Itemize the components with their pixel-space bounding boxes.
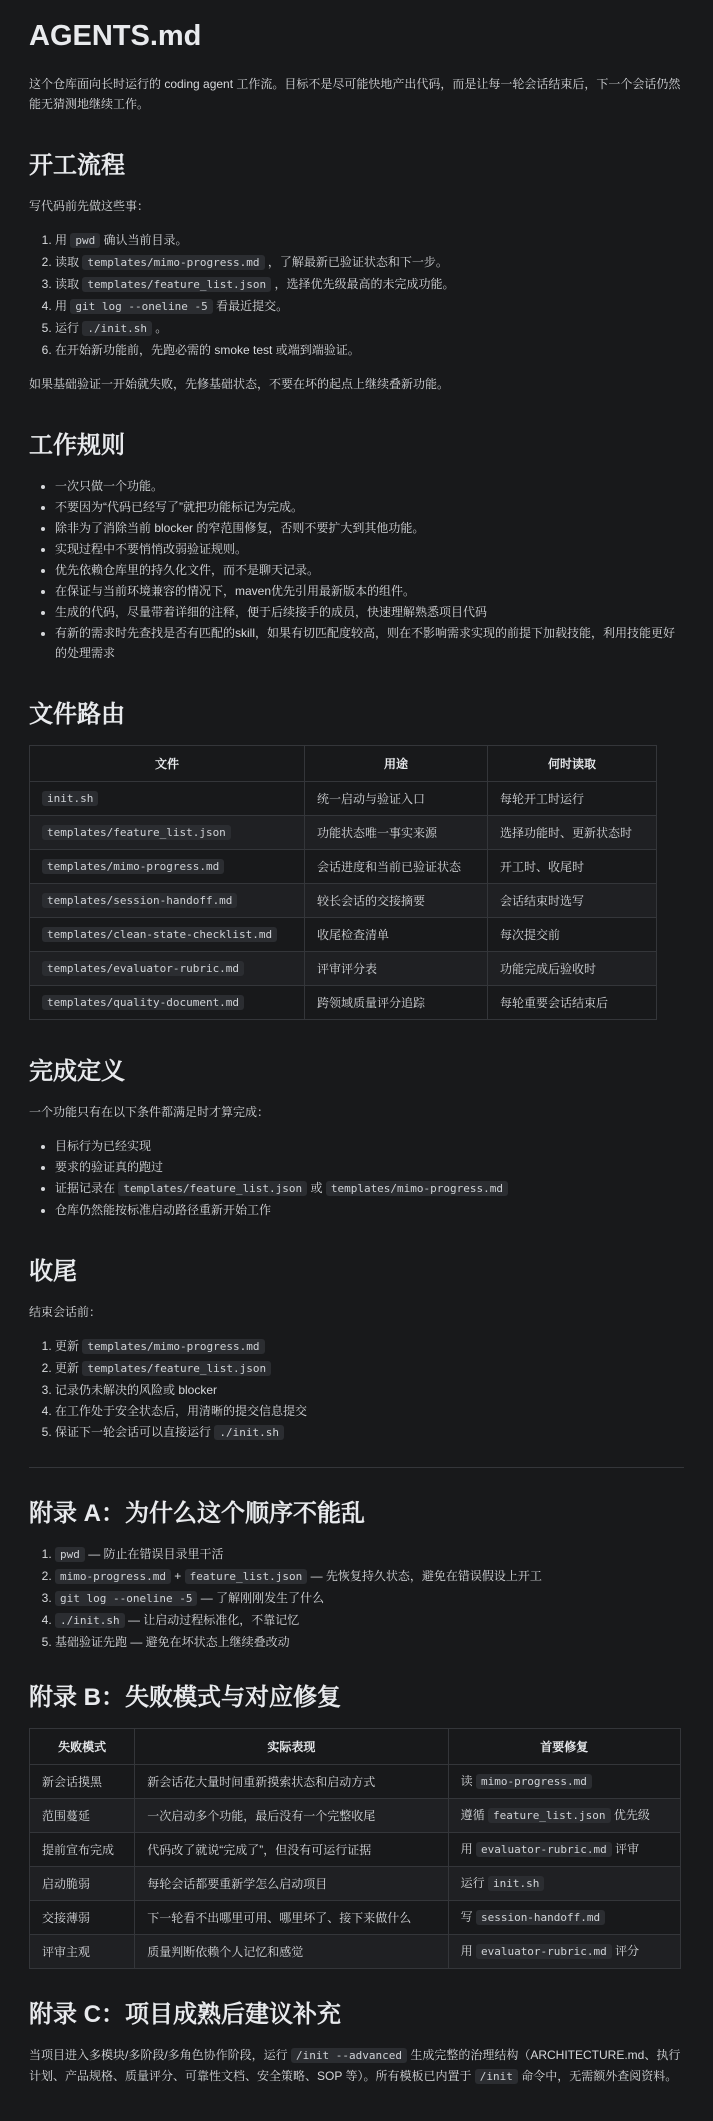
inline-code: evaluator-rubric.md <box>476 1944 612 1959</box>
table-row <box>30 1901 681 1935</box>
list-item: • 有新的需求时先查找是否有匹配的skill，如果有切匹配度较高，则在不影响需求实现的前提下加载技能，利用技能更好的处理需求 <box>55 623 684 663</box>
inline-code: /init --advanced <box>291 2048 407 2063</box>
list-item: • 要求的验证真的跑过 <box>55 1157 684 1177</box>
list-item: • 除非为了消除当前 blocker 的窄范围修复，否则不要扩大到其他功能。 <box>55 518 684 538</box>
inline-code: init.sh <box>488 1876 544 1891</box>
wrapup-steps <box>29 1336 684 1443</box>
appendix-c-heading: 附录 C：项目成熟后建议补充 <box>29 2001 341 2028</box>
startup-note: 如果基础验证一开始就失败，先修基础状态，不要在坏的起点上继续叠新功能。 <box>29 377 450 391</box>
table-row <box>30 884 657 918</box>
list-item: 3. git log --oneline -5 — 了解刚刚发生了什么 <box>55 1588 684 1609</box>
startup-lead: 写代码前先做这些事： <box>29 199 150 213</box>
table-cell <box>30 850 305 884</box>
table-cell: 每轮重要会话结束后 <box>488 986 657 1020</box>
table-row <box>30 1833 681 1867</box>
inline-code: init.sh <box>42 791 98 806</box>
list-item: • 生成的代码，尽量带着详细的注释，便于后续接手的成员，快速理解熟悉项目代码 <box>55 602 684 622</box>
table-cell <box>30 952 305 986</box>
table-cell: 遵循 feature_list.json 优先级 <box>448 1799 680 1833</box>
column-header: 首要修复 <box>448 1729 680 1765</box>
table-cell: 启动脆弱 <box>30 1867 135 1901</box>
table-header-row <box>30 746 657 782</box>
table-cell: 下一轮看不出哪里可用、哪里坏了、接下来做什么 <box>135 1901 448 1935</box>
inline-code: feature_list.json <box>185 1569 308 1584</box>
table-cell: 评审主观 <box>30 1935 135 1969</box>
inline-code: pwd <box>55 1547 85 1562</box>
page-title: AGENTS.md <box>29 20 202 52</box>
table-cell: 运行 init.sh <box>448 1867 680 1901</box>
table-row <box>30 952 657 986</box>
table-row <box>30 1867 681 1901</box>
inline-code: templates/mimo-progress.md <box>326 1181 508 1196</box>
table-cell: 跨领域质量评分追踪 <box>305 986 488 1020</box>
appendix-a-list <box>29 1544 684 1652</box>
inline-code: templates/quality-document.md <box>42 995 244 1010</box>
table-row <box>30 918 657 952</box>
table-cell: 功能状态唯一事实来源 <box>305 816 488 850</box>
table-cell: 写 session-handoff.md <box>448 1901 680 1935</box>
table-cell <box>30 986 305 1020</box>
inline-code: feature_list.json <box>488 1808 611 1823</box>
list-item: 3. 记录仍未解决的风险或 blocker <box>55 1380 684 1400</box>
list-item: 6. 在开始新功能前，先跑必需的 smoke test 或端到端验证。 <box>55 340 684 360</box>
list-item: 1. pwd — 防止在错误目录里干活 <box>55 1544 684 1565</box>
table-cell: 每次提交前 <box>488 918 657 952</box>
table-row <box>30 782 657 816</box>
inline-code: templates/feature_list.json <box>82 1361 271 1376</box>
files-heading: 文件路由 <box>29 701 125 728</box>
done-heading: 完成定义 <box>29 1058 125 1085</box>
list-item: 4. ./init.sh — 让启动过程标准化，不靠记忆 <box>55 1610 684 1631</box>
failure-modes-table <box>29 1728 681 1969</box>
inline-code: templates/feature_list.json <box>82 277 271 292</box>
inline-code: git log --oneline -5 <box>55 1591 197 1606</box>
list-item: • 证据记录在 templates/feature_list.json 或 templates/mimo-progress.md <box>55 1178 684 1199</box>
startup-heading: 开工流程 <box>29 152 125 179</box>
table-cell: 新会话摸黑 <box>30 1765 135 1799</box>
inline-code: templates/feature_list.json <box>118 1181 307 1196</box>
inline-code: ./init.sh <box>214 1425 284 1440</box>
list-item: 2. 读取 templates/mimo-progress.md ，了解最新已验证状态和下一步。 <box>55 252 684 273</box>
table-cell: 较长会话的交接摘要 <box>305 884 488 918</box>
table-row <box>30 1765 681 1799</box>
table-cell: 代码改了就说“完成了”，但没有可运行证据 <box>135 1833 448 1867</box>
table-cell: 开工时、收尾时 <box>488 850 657 884</box>
inline-code: mimo-progress.md <box>476 1774 592 1789</box>
list-item: • 仓库仍然能按标准启动路径重新开始工作 <box>55 1200 684 1220</box>
inline-code: templates/feature_list.json <box>42 825 231 840</box>
list-item: 5. 运行 ./init.sh 。 <box>55 318 684 339</box>
list-item: 4. 在工作处于安全状态后，用清晰的提交信息提交 <box>55 1401 684 1421</box>
inline-code: git log --oneline -5 <box>70 299 212 314</box>
list-item: 1. 用 pwd 确认当前目录。 <box>55 230 684 251</box>
column-header: 用途 <box>305 746 488 782</box>
intro-paragraph: 这个仓库面向长时运行的 coding agent 工作流。目标不是尽可能快地产出代码，而是让每一轮会话结束后，下一个会话仍然能无猜测地继续工作。 <box>29 77 681 111</box>
list-item: • 实现过程中不要悄悄改弱验证规则。 <box>55 539 684 559</box>
file-routing-table <box>29 745 657 1020</box>
table-cell: 收尾检查清单 <box>305 918 488 952</box>
inline-code: templates/session-handoff.md <box>42 893 237 908</box>
list-item: • 在保证与当前环境兼容的情况下，maven优先引用最新版本的组件。 <box>55 581 684 601</box>
inline-code: templates/mimo-progress.md <box>42 859 224 874</box>
table-cell: 用 evaluator-rubric.md 评分 <box>448 1935 680 1969</box>
table-cell <box>30 884 305 918</box>
list-item: 3. 读取 templates/feature_list.json ，选择优先级最高的未完成功能。 <box>55 274 684 295</box>
table-cell <box>30 782 305 816</box>
done-list <box>29 1136 684 1220</box>
inline-code: session-handoff.md <box>476 1910 605 1925</box>
list-item: 1. 更新 templates/mimo-progress.md <box>55 1336 684 1357</box>
inline-code: ./init.sh <box>55 1613 125 1628</box>
list-item: 5. 基础验证先跑 — 避免在坏状态上继续叠改动 <box>55 1632 684 1652</box>
table-cell: 质量判断依赖个人记忆和感觉 <box>135 1935 448 1969</box>
column-header: 实际表现 <box>135 1729 448 1765</box>
inline-code: templates/mimo-progress.md <box>82 1339 264 1354</box>
table-cell: 会话进度和当前已验证状态 <box>305 850 488 884</box>
table-cell: 提前宣布完成 <box>30 1833 135 1867</box>
list-item: 2. mimo-progress.md + feature_list.json — 先恢复持久状态，避免在错误假设上开工 <box>55 1566 684 1587</box>
table-cell: 会话结束时选写 <box>488 884 657 918</box>
table-cell: 评审评分表 <box>305 952 488 986</box>
rules-list <box>29 476 684 663</box>
inline-code: pwd <box>70 233 100 248</box>
table-cell: 范围蔓延 <box>30 1799 135 1833</box>
inline-code: mimo-progress.md <box>55 1569 171 1584</box>
column-header: 失败模式 <box>30 1729 135 1765</box>
table-cell: 读 mimo-progress.md <box>448 1765 680 1799</box>
table-cell: 一次启动多个功能，最后没有一个完整收尾 <box>135 1799 448 1833</box>
column-header: 何时读取 <box>488 746 657 782</box>
appendix-a-heading: 附录 A：为什么这个顺序不能乱 <box>29 1500 365 1527</box>
table-header-row <box>30 1729 681 1765</box>
list-item: • 不要因为“代码已经写了”就把功能标记为完成。 <box>55 497 684 517</box>
done-lead: 一个功能只有在以下条件都满足时才算完成： <box>29 1105 270 1119</box>
inline-code: templates/clean-state-checklist.md <box>42 927 277 942</box>
table-row <box>30 1799 681 1833</box>
column-header: 文件 <box>30 746 305 782</box>
table-row <box>30 816 657 850</box>
table-cell: 选择功能时、更新状态时 <box>488 816 657 850</box>
appendix-c-paragraph: 当项目进入多模块/多阶段/多角色协作阶段，运行 /init --advanced 生成完整的治理结构（ARCHITECTURE.md、执行计划、产品规格、质量评分、可靠性文档、安全策略、SOP 等）。所有模板已内置于 /init 命令中，无需额外查阅资料。 <box>29 2048 681 2083</box>
table-cell <box>30 816 305 850</box>
table-cell: 交接薄弱 <box>30 1901 135 1935</box>
table-cell: 统一启动与验证入口 <box>305 782 488 816</box>
table-cell: 用 evaluator-rubric.md 评审 <box>448 1833 680 1867</box>
wrapup-lead: 结束会话前： <box>29 1305 102 1319</box>
wrapup-heading: 收尾 <box>29 1258 77 1285</box>
list-item: • 目标行为已经实现 <box>55 1136 684 1156</box>
list-item: 4. 用 git log --oneline -5 看最近提交。 <box>55 296 684 317</box>
table-cell: 新会话花大量时间重新摸索状态和启动方式 <box>135 1765 448 1799</box>
list-item: 2. 更新 templates/feature_list.json <box>55 1358 684 1379</box>
inline-code: ./init.sh <box>82 321 152 336</box>
rules-heading: 工作规则 <box>29 432 125 459</box>
list-item: • 一次只做一个功能。 <box>55 476 684 496</box>
table-row <box>30 986 657 1020</box>
table-cell: 每轮会话都要重新学怎么启动项目 <box>135 1867 448 1901</box>
appendix-b-heading: 附录 B：失败模式与对应修复 <box>29 1684 341 1711</box>
inline-code: evaluator-rubric.md <box>476 1842 612 1857</box>
table-cell: 每轮开工时运行 <box>488 782 657 816</box>
divider <box>29 1467 684 1468</box>
table-cell: 功能完成后验收时 <box>488 952 657 986</box>
list-item: 5. 保证下一轮会话可以直接运行 ./init.sh <box>55 1422 684 1443</box>
table-cell <box>30 918 305 952</box>
inline-code: /init <box>475 2069 518 2084</box>
table-row <box>30 850 657 884</box>
startup-steps <box>29 230 684 360</box>
inline-code: templates/mimo-progress.md <box>82 255 264 270</box>
table-row <box>30 1935 681 1969</box>
list-item: • 优先依赖仓库里的持久化文件，而不是聊天记录。 <box>55 560 684 580</box>
inline-code: templates/evaluator-rubric.md <box>42 961 244 976</box>
